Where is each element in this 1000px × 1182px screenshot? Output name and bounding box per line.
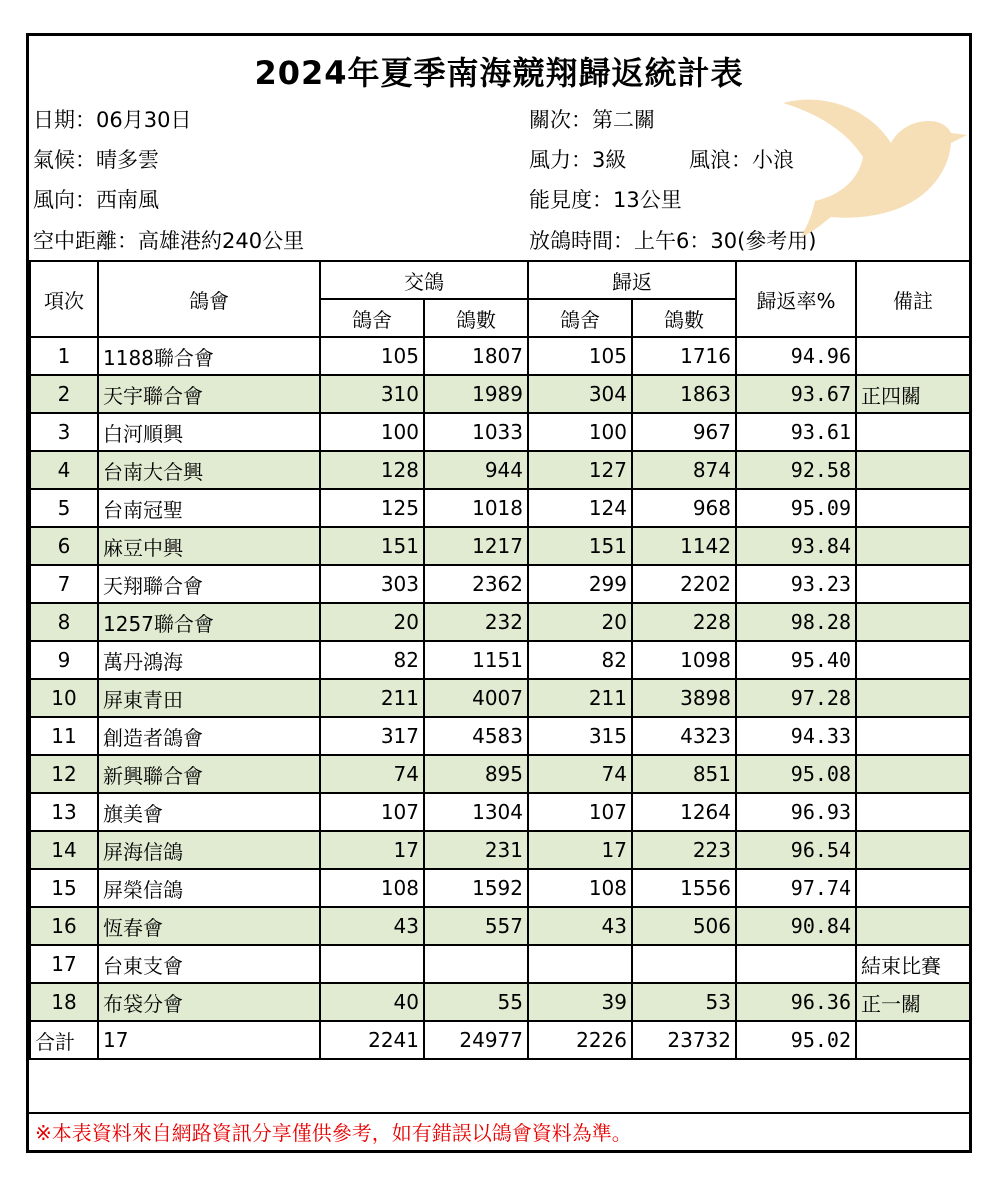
table-body xyxy=(30,337,970,1021)
cell-note xyxy=(856,717,970,755)
cell-returned-count: 1264 xyxy=(632,793,736,831)
cell-note xyxy=(856,603,970,641)
cell-returned-count: 228 xyxy=(632,603,736,641)
cell-entered-loft: 310 xyxy=(320,375,424,413)
cell-rate: 95.09 xyxy=(736,489,856,527)
cell-returned-count: 223 xyxy=(632,831,736,869)
cell-club: 台南大合興 xyxy=(98,451,320,489)
cell-returned-count: 967 xyxy=(632,413,736,451)
cell-club: 屏榮信鴿 xyxy=(98,869,320,907)
info-date: 日期：06月30日 xyxy=(33,108,192,132)
stats-table xyxy=(29,260,971,1060)
cell-entered-loft: 100 xyxy=(320,413,424,451)
total-returned-count: 23732 xyxy=(632,1021,736,1059)
header-returned-count: 鴿數 xyxy=(632,299,736,337)
cell-note: 正四關 xyxy=(856,375,970,413)
info-stage: 關次：第二關 xyxy=(529,108,655,132)
table-row xyxy=(30,375,970,413)
cell-returned-loft: 304 xyxy=(528,375,632,413)
table-row xyxy=(30,527,970,565)
header-item: 項次 xyxy=(30,261,98,337)
cell-returned-count: 874 xyxy=(632,451,736,489)
cell-item: 3 xyxy=(30,413,98,451)
cell-note xyxy=(856,337,970,375)
total-note xyxy=(856,1021,970,1059)
table-row xyxy=(30,907,970,945)
info-release-time: 放鴿時間：上午6：30(參考用) xyxy=(529,229,817,253)
cell-club: 天宇聯合會 xyxy=(98,375,320,413)
cell-item: 16 xyxy=(30,907,98,945)
cell-note xyxy=(856,869,970,907)
cell-entered-loft: 74 xyxy=(320,755,424,793)
cell-rate: 93.23 xyxy=(736,565,856,603)
cell-note xyxy=(856,831,970,869)
cell-item: 17 xyxy=(30,945,98,983)
cell-returned-count: 1863 xyxy=(632,375,736,413)
table-row xyxy=(30,337,970,375)
cell-returned-count: 1716 xyxy=(632,337,736,375)
cell-note xyxy=(856,679,970,717)
cell-item: 11 xyxy=(30,717,98,755)
table-row xyxy=(30,489,970,527)
cell-entered-count: 232 xyxy=(424,603,528,641)
cell-returned-loft: 127 xyxy=(528,451,632,489)
cell-returned-count: 4323 xyxy=(632,717,736,755)
cell-item: 7 xyxy=(30,565,98,603)
cell-returned-count: 2202 xyxy=(632,565,736,603)
table-row xyxy=(30,603,970,641)
cell-entered-loft: 317 xyxy=(320,717,424,755)
cell-entered-loft: 107 xyxy=(320,793,424,831)
header-entered: 交鴿 xyxy=(320,261,528,299)
cell-entered-count: 1217 xyxy=(424,527,528,565)
cell-club: 台東支會 xyxy=(98,945,320,983)
header-entered-count: 鴿數 xyxy=(424,299,528,337)
cell-item: 9 xyxy=(30,641,98,679)
table-row xyxy=(30,565,970,603)
page-title: 2024年夏季南海競翔歸返統計表 xyxy=(254,54,744,92)
table-row xyxy=(30,755,970,793)
cell-returned-loft: 20 xyxy=(528,603,632,641)
cell-entered-count: 1033 xyxy=(424,413,528,451)
cell-rate: 96.93 xyxy=(736,793,856,831)
cell-rate: 93.61 xyxy=(736,413,856,451)
cell-item: 5 xyxy=(30,489,98,527)
cell-rate: 94.33 xyxy=(736,717,856,755)
cell-club: 旗美會 xyxy=(98,793,320,831)
cell-note xyxy=(856,451,970,489)
cell-club: 1257聯合會 xyxy=(98,603,320,641)
cell-rate: 93.67 xyxy=(736,375,856,413)
cell-entered-count: 1018 xyxy=(424,489,528,527)
table-row xyxy=(30,717,970,755)
report-frame xyxy=(26,33,972,1153)
cell-rate: 95.40 xyxy=(736,641,856,679)
total-label: 合計 xyxy=(30,1021,98,1059)
cell-club: 台南冠聖 xyxy=(98,489,320,527)
cell-entered-count: 1151 xyxy=(424,641,528,679)
cell-item: 6 xyxy=(30,527,98,565)
cell-returned-loft: 100 xyxy=(528,413,632,451)
cell-returned-count: 968 xyxy=(632,489,736,527)
cell-entered-loft: 128 xyxy=(320,451,424,489)
cell-returned-loft: 107 xyxy=(528,793,632,831)
table-row xyxy=(30,641,970,679)
cell-club: 天翔聯合會 xyxy=(98,565,320,603)
table-row xyxy=(30,413,970,451)
cell-club: 屏海信鴿 xyxy=(98,831,320,869)
header-note: 備註 xyxy=(856,261,970,337)
cell-returned-loft: 299 xyxy=(528,565,632,603)
cell-rate: 96.54 xyxy=(736,831,856,869)
cell-item: 13 xyxy=(30,793,98,831)
cell-entered-loft: 108 xyxy=(320,869,424,907)
cell-note xyxy=(856,907,970,945)
cell-returned-count xyxy=(632,945,736,983)
info-wind-force: 風力：3級 xyxy=(529,148,627,172)
cell-rate: 96.36 xyxy=(736,983,856,1021)
table-row xyxy=(30,831,970,869)
cell-club: 布袋分會 xyxy=(98,983,320,1021)
cell-entered-count: 4007 xyxy=(424,679,528,717)
cell-returned-count: 1142 xyxy=(632,527,736,565)
cell-rate: 98.28 xyxy=(736,603,856,641)
cell-entered-loft: 211 xyxy=(320,679,424,717)
total-entered-count: 24977 xyxy=(424,1021,528,1059)
header-entered-loft: 鴿舍 xyxy=(320,299,424,337)
cell-returned-count: 53 xyxy=(632,983,736,1021)
total-row xyxy=(30,1021,970,1059)
header-club: 鴿會 xyxy=(98,261,320,337)
cell-returned-count: 1098 xyxy=(632,641,736,679)
cell-entered-loft: 20 xyxy=(320,603,424,641)
info-wind-direction: 風向：西南風 xyxy=(33,188,159,212)
table-row xyxy=(30,945,970,983)
cell-returned-loft: 39 xyxy=(528,983,632,1021)
cell-entered-count xyxy=(424,945,528,983)
cell-note xyxy=(856,413,970,451)
footnote-divider xyxy=(29,1112,969,1114)
cell-rate: 95.08 xyxy=(736,755,856,793)
cell-rate: 90.84 xyxy=(736,907,856,945)
cell-returned-loft: 108 xyxy=(528,869,632,907)
cell-note xyxy=(856,755,970,793)
cell-item: 10 xyxy=(30,679,98,717)
cell-returned-loft xyxy=(528,945,632,983)
cell-entered-count: 557 xyxy=(424,907,528,945)
cell-entered-loft: 43 xyxy=(320,907,424,945)
cell-note xyxy=(856,793,970,831)
cell-club: 白河順興 xyxy=(98,413,320,451)
cell-note xyxy=(856,641,970,679)
table-row xyxy=(30,793,970,831)
cell-returned-loft: 17 xyxy=(528,831,632,869)
header-returned: 歸返 xyxy=(528,261,736,299)
header-returned-loft: 鴿舍 xyxy=(528,299,632,337)
cell-club: 創造者鴿會 xyxy=(98,717,320,755)
cell-item: 1 xyxy=(30,337,98,375)
cell-entered-loft: 303 xyxy=(320,565,424,603)
cell-club: 屏東青田 xyxy=(98,679,320,717)
cell-note: 正一關 xyxy=(856,983,970,1021)
cell-returned-loft: 211 xyxy=(528,679,632,717)
total-rate: 95.02 xyxy=(736,1021,856,1059)
info-weather: 氣候：晴多雲 xyxy=(33,148,159,172)
cell-entered-count: 1304 xyxy=(424,793,528,831)
cell-returned-loft: 43 xyxy=(528,907,632,945)
cell-entered-count: 895 xyxy=(424,755,528,793)
cell-club: 萬丹鴻海 xyxy=(98,641,320,679)
cell-club: 恆春會 xyxy=(98,907,320,945)
cell-item: 14 xyxy=(30,831,98,869)
cell-entered-count: 55 xyxy=(424,983,528,1021)
cell-rate: 97.28 xyxy=(736,679,856,717)
info-visibility: 能見度：13公里 xyxy=(529,188,682,212)
cell-entered-loft: 82 xyxy=(320,641,424,679)
table-row xyxy=(30,983,970,1021)
cell-entered-loft: 125 xyxy=(320,489,424,527)
total-entered-loft: 2241 xyxy=(320,1021,424,1059)
cell-rate xyxy=(736,945,856,983)
total-returned-loft: 2226 xyxy=(528,1021,632,1059)
cell-item: 15 xyxy=(30,869,98,907)
cell-entered-count: 944 xyxy=(424,451,528,489)
cell-club: 1188聯合會 xyxy=(98,337,320,375)
cell-rate: 92.58 xyxy=(736,451,856,489)
cell-returned-count: 3898 xyxy=(632,679,736,717)
cell-club: 新興聯合會 xyxy=(98,755,320,793)
cell-entered-loft: 40 xyxy=(320,983,424,1021)
header-rate: 歸返率% xyxy=(736,261,856,337)
cell-returned-loft: 105 xyxy=(528,337,632,375)
cell-item: 18 xyxy=(30,983,98,1021)
cell-entered-count: 1592 xyxy=(424,869,528,907)
cell-entered-count: 1807 xyxy=(424,337,528,375)
cell-rate: 94.96 xyxy=(736,337,856,375)
cell-club: 麻豆中興 xyxy=(98,527,320,565)
cell-entered-loft: 105 xyxy=(320,337,424,375)
cell-rate: 93.84 xyxy=(736,527,856,565)
cell-entered-loft xyxy=(320,945,424,983)
cell-returned-count: 851 xyxy=(632,755,736,793)
cell-item: 2 xyxy=(30,375,98,413)
cell-entered-count: 2362 xyxy=(424,565,528,603)
table-row xyxy=(30,451,970,489)
table-row xyxy=(30,869,970,907)
cell-item: 12 xyxy=(30,755,98,793)
cell-returned-count: 506 xyxy=(632,907,736,945)
cell-note xyxy=(856,489,970,527)
cell-item: 8 xyxy=(30,603,98,641)
cell-entered-count: 4583 xyxy=(424,717,528,755)
cell-returned-loft: 151 xyxy=(528,527,632,565)
cell-returned-count: 1556 xyxy=(632,869,736,907)
cell-item: 4 xyxy=(30,451,98,489)
cell-returned-loft: 82 xyxy=(528,641,632,679)
cell-rate: 97.74 xyxy=(736,869,856,907)
cell-entered-count: 1989 xyxy=(424,375,528,413)
cell-note xyxy=(856,565,970,603)
table-row xyxy=(30,679,970,717)
cell-entered-loft: 17 xyxy=(320,831,424,869)
cell-note: 結束比賽 xyxy=(856,945,970,983)
info-distance: 空中距離：高雄港約240公里 xyxy=(33,229,305,253)
footnote: ※本表資料來自網路資訊分享僅供參考，如有錯誤以鴿會資料為準。 xyxy=(35,1121,632,1145)
cell-returned-loft: 74 xyxy=(528,755,632,793)
dove-icon xyxy=(779,91,969,241)
cell-note xyxy=(856,527,970,565)
cell-entered-count: 231 xyxy=(424,831,528,869)
cell-returned-loft: 315 xyxy=(528,717,632,755)
total-clubs: 17 xyxy=(98,1021,320,1059)
cell-entered-loft: 151 xyxy=(320,527,424,565)
info-waves: 風浪：小浪 xyxy=(689,148,794,172)
cell-returned-loft: 124 xyxy=(528,489,632,527)
